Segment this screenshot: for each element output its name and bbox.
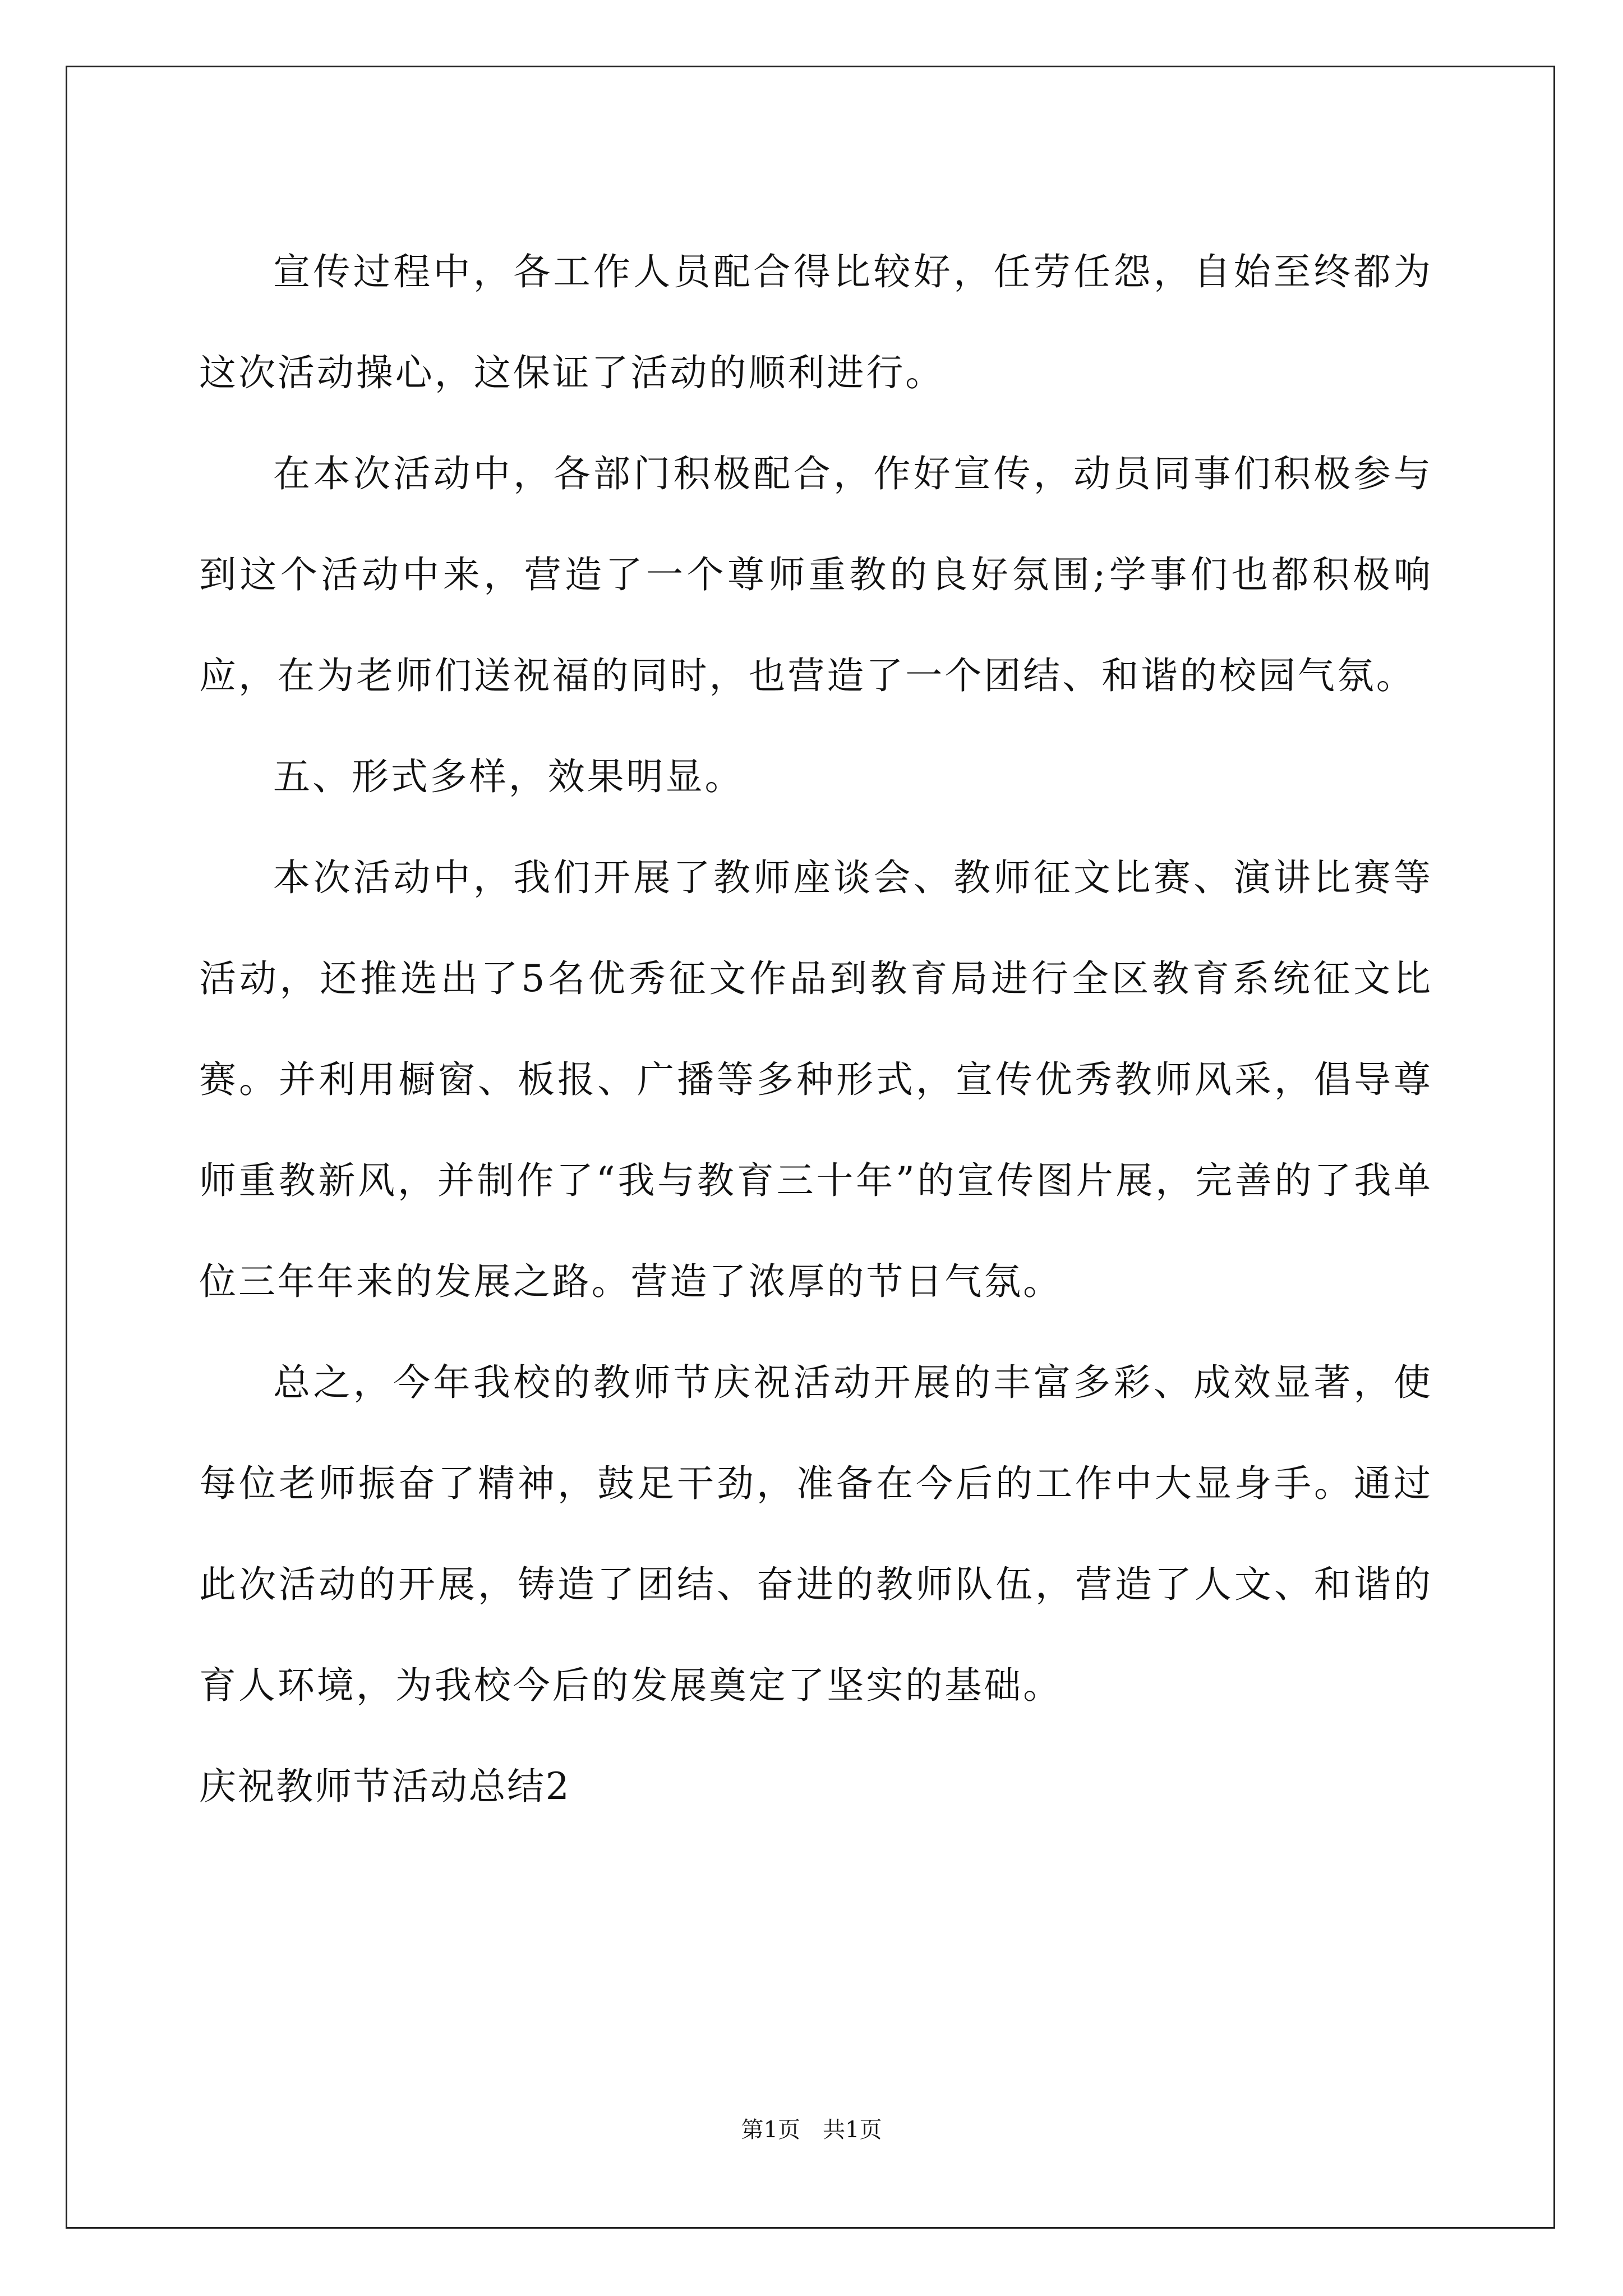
paragraph-4: 本次活动中，我们开展了教师座谈会、教师征文比赛、演讲比赛等活动，还推选出了5名优秀征文作品到教育局进行全区教育系统征文比赛。并利用橱窗、板报、广播等多种形式，宣传优秀教师风采，倡导尊师重教新风，并制作了“我与教育三十年”的宣传图片展，完善的了我单位三年年来的发展之路。营造了浓厚的节日气氛。 <box>199 856 1433 1303</box>
paragraph-2: 在本次活动中，各部门积极配合，作好宣传，动员同事们积极参与到这个活动中来，营造了一个尊师重教的良好氛围;学事们也都积极响应，在为老师们送祝福的同时，也营造了一个团结、和谐的校园气氛。 <box>199 452 1433 697</box>
paragraph-5: 总之，今年我校的教师节庆祝活动开展的丰富多彩、成效显著，使每位老师振奋了精神，鼓足干劲，准备在今后的工作中大显身手。通过此次活动的开展，铸造了团结、奋进的教师队伍，营造了人文、和谐的育人环境，为我校今后的发展奠定了坚实的基础。 <box>199 1361 1433 1707</box>
section-heading: 庆祝教师节活动总结2 <box>199 1765 571 1808</box>
paragraph-3: 五、形式多样，效果明显。 <box>273 755 744 798</box>
paragraph-1: 宣传过程中，各工作人员配合得比较好，任劳任怨，自始至终都为这次活动操心，这保证了活动的顺利进行。 <box>199 250 1433 394</box>
document-body <box>199 222 1433 1837</box>
page-number-footer: 第1页 共1页 <box>741 2117 882 2143</box>
